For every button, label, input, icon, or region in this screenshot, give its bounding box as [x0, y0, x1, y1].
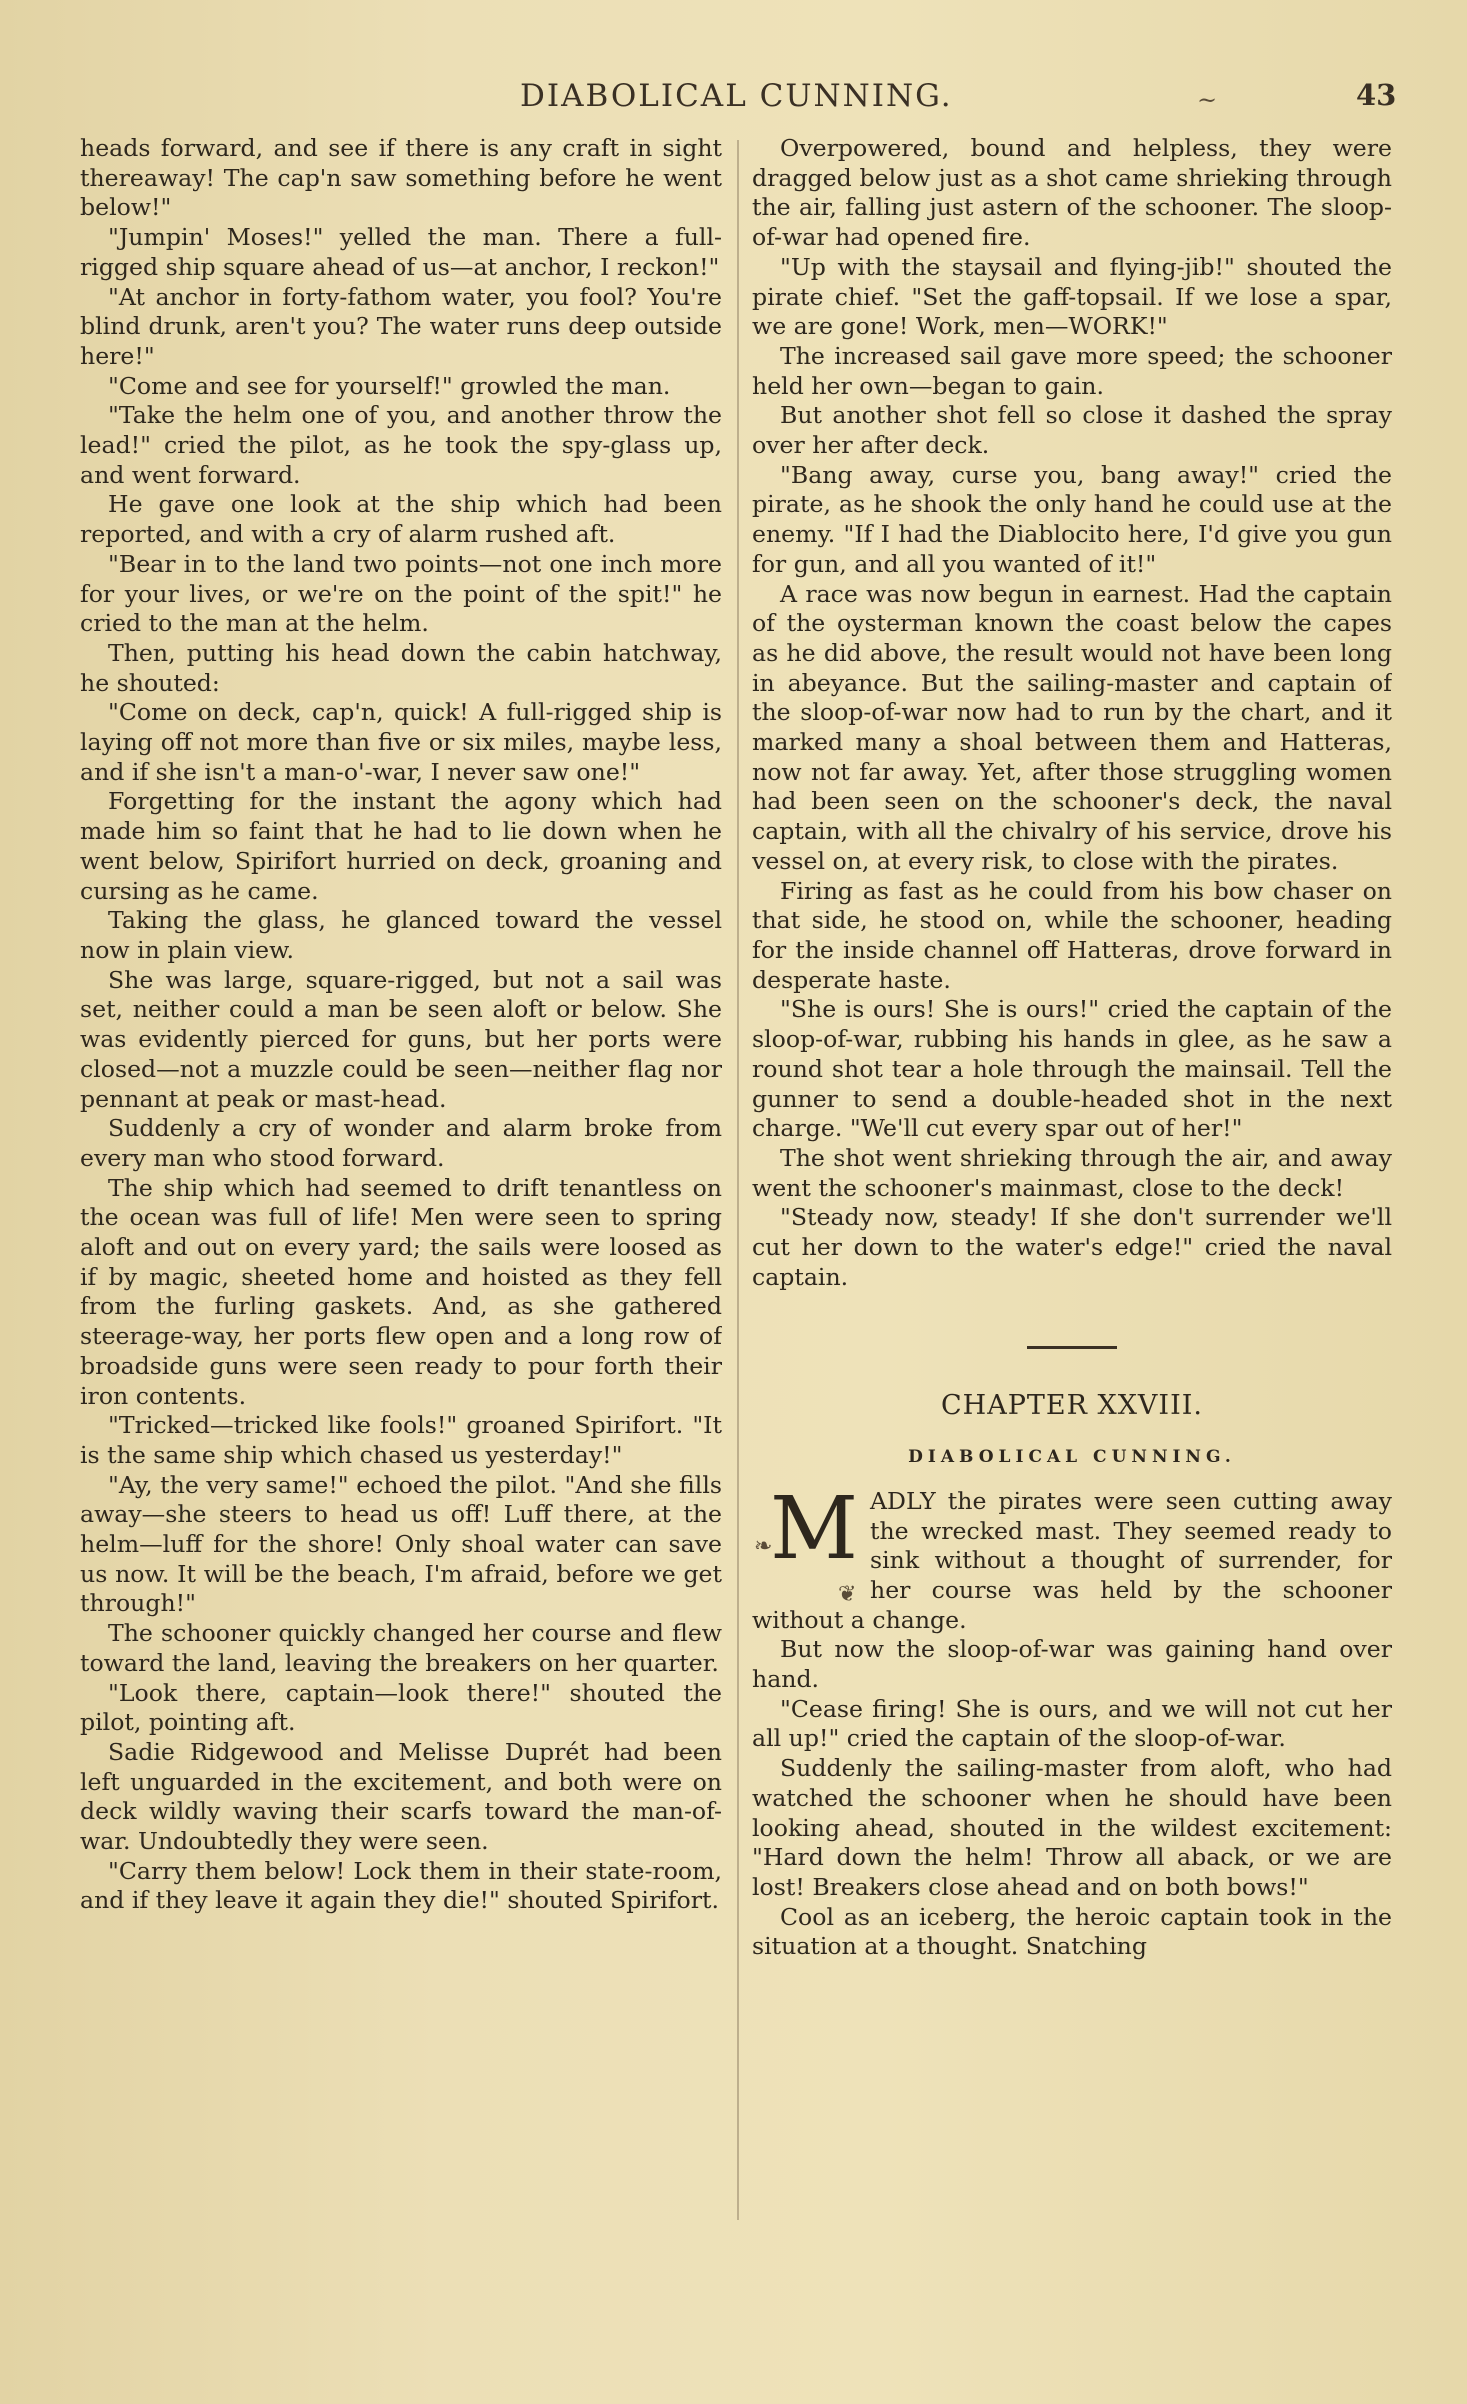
paragraph: "She is ours! She is ours!" cried the captain of the sloop-of-war, rubbing his hands in glee, as he saw a round shot tear a hole through the mainsail. Tell the gunner to send a double-headed shot in the next charge. "We'll cut every spar out of her!" — [752, 995, 1392, 1143]
paragraph: "Come on deck, cap'n, quick! A full-rigged ship is laying off not more than five or six miles, maybe less, and if she isn't a man-o'-war, I never saw one!" — [80, 698, 722, 786]
paragraph: The increased sail gave more speed; the schooner held her own—began to gain. — [752, 341, 1392, 400]
paragraph: "Come and see for yourself!" growled the man. — [108, 371, 671, 400]
paragraph: "Carry them below! Lock them in their state-room, and if they leave it again they die!" shouted Spirifort. — [80, 1856, 722, 1915]
drop-cap — [752, 1478, 862, 1607]
paragraph: Firing as fast as he could from his bow chaser on that side, he stood on, while the schooner, heading for the inside channel off Hatteras, drove forward in desperate haste. — [752, 876, 1392, 994]
paragraph: Then, putting his head down the cabin hatchway, he shouted: — [80, 638, 722, 697]
left-column — [80, 134, 722, 2274]
paragraph: "Steady now, steady! If she don't surrender we'll cut her down to the water's edge!" cried the naval captain. — [752, 1203, 1392, 1291]
paragraph: "At anchor in forty-fathom water, you fool? You're blind drunk, aren't you? The water runs deep outside here!" — [80, 282, 722, 370]
paragraph: He gave one look at the ship which had been reported, and with a cry of alarm rushed aft. — [80, 490, 722, 549]
flourish-icon: ❧ — [754, 1533, 773, 1559]
paragraph: "Tricked—tricked like fools!" groaned Spirifort. "It is the same ship which chased us yesterday!" — [80, 1411, 722, 1469]
right-column — [752, 134, 1392, 2274]
paragraph: Suddenly a cry of wonder and alarm broke from every man who stood forward. — [80, 1114, 722, 1172]
paragraph: The shot went shrieking through the air, and away went the schooner's mainmast, close to the deck! — [752, 1143, 1392, 1202]
paragraph: "Up with the staysail and flying-jib!" shouted the pirate chief. "Set the gaff-topsail. If we lose a spar, we are gone! Work, men—WORK!" — [752, 252, 1392, 341]
running-title: DIABOLICAL CUNNING. — [520, 78, 953, 114]
paragraph: A race was now begun in earnest. Had the captain of the oysterman known the coast below the capes as he did above, the result would not have been long in abeyance. But the sailing-master and captain of the sloop-of-war now had to run by the chart, and it marked many a shoal between them and Hatteras, now not far away. Yet, after those struggling women had been seen on the schooner's deck, the naval captain, with all the chivalry of his service, drove his vessel on, at every risk, to close with the pirates. — [752, 579, 1392, 875]
chapter-heading: CHAPTER XXVIII. — [940, 1390, 1204, 1422]
chapter-subtitle: DIABOLICAL CUNNING. — [908, 1447, 1236, 1468]
paragraph: "Jumpin' Moses!" yelled the man. There a full-rigged ship square ahead of us—at anchor, I reckon!" — [80, 223, 722, 281]
paragraph: ADLY the pirates were seen cutting away the wrecked mast. They seemed ready to sink without a thought of surrender, for her course was held by the schooner without a change. — [752, 1486, 1392, 1634]
paragraph: Cool as an iceberg, the heroic captain took in the situation at a thought. Snatching — [752, 1902, 1392, 1961]
flourish-icon: ❦ — [838, 1581, 857, 1607]
running-header — [0, 78, 1467, 122]
paragraph: Suddenly the sailing-master from aloft, who had watched the schooner when he should have been looking ahead, shouted in the wildest excitement: "Hard down the helm! Throw all aback, or we are lost! Breakers close ahead and on both bows!" — [752, 1754, 1392, 1901]
column-divider — [737, 140, 739, 2220]
ornament-mark-icon: ~ — [1197, 86, 1218, 114]
paragraph: Sadie Ridgewood and Melisse Duprét had been left unguarded in the excitement, and both were on deck wildly waving their scarfs toward the man-of-war. Undoubtedly they were seen. — [80, 1737, 722, 1856]
drop-cap-letter: M — [770, 1478, 859, 1579]
paragraph: "Ay, the very same!" echoed the pilot. "And she fills away—she steers to head us off! Luff there, at the helm—luff for the shore! Only shoal water can save us now. It will be the beach, I'm afraid, before we get through!" — [80, 1470, 722, 1618]
paragraph: The ship which had seemed to drift tenantless on the ocean was full of life! Men were seen to spring aloft and out on every yard; the sails were loosed as if by magic, sheeted home and hoisted as they fell from the furling gaskets. And, as she gathered steerage-way, her ports flew open and a long row of broadside guns were seen ready to pour forth their iron contents. — [80, 1173, 722, 1410]
paragraph: Taking the glass, he glanced toward the vessel now in plain view. — [80, 906, 722, 964]
page-number: 43 — [1356, 78, 1397, 112]
paragraph: "Bear in to the land two points—not one inch more for your lives, or we're on the point of the spit!" he cried to the man at the helm. — [80, 549, 722, 638]
chapter-opening — [752, 1478, 1392, 1636]
paragraph: "Bang away, curse you, bang away!" cried the pirate, as he shook the only hand he could use at the enemy. "If I had the Diablocito here, I'd give you gun for gun, and all you wanted of it!" — [752, 460, 1392, 578]
paragraph: She was large, square-rigged, but not a sail was set, neither could a man be seen aloft or below. She was evidently pierced for guns, but her ports were closed—not a muzzle could be seen—neither flag nor pennant at peak or mast-head. — [80, 965, 722, 1113]
paragraph: But another shot fell so close it dashed the spray over her after deck. — [752, 401, 1392, 460]
paragraph: Overpowered, bound and helpless, they were dragged below just as a shot came shrieking through the air, falling just astern of the schooner. The sloop-of-war had opened fire. — [752, 134, 1392, 252]
paragraph: "Take the helm one of you, and another throw the lead!" cried the pilot, as he took the spy-glass up, and went forward. — [80, 401, 722, 489]
paragraph: heads forward, and see if there is any craft in sight thereaway! The cap'n saw something before he went below!" — [80, 134, 722, 222]
paragraph: "Look there, captain—look there!" shouted the pilot, pointing aft. — [80, 1678, 722, 1737]
section-rule — [1027, 1346, 1117, 1349]
paragraph: The schooner quickly changed her course and flew toward the land, leaving the breakers on her quarter. — [80, 1619, 722, 1677]
paragraph: But now the sloop-of-war was gaining hand over hand. — [752, 1635, 1392, 1694]
paragraph: "Cease firing! She is ours, and we will not cut her all up!" cried the captain of the sloop-of-war. — [752, 1694, 1392, 1753]
paragraph: Forgetting for the instant the agony which had made him so faint that he had to lie down when he went below, Spirifort hurried on deck, groaning and cursing as he came. — [80, 787, 722, 905]
